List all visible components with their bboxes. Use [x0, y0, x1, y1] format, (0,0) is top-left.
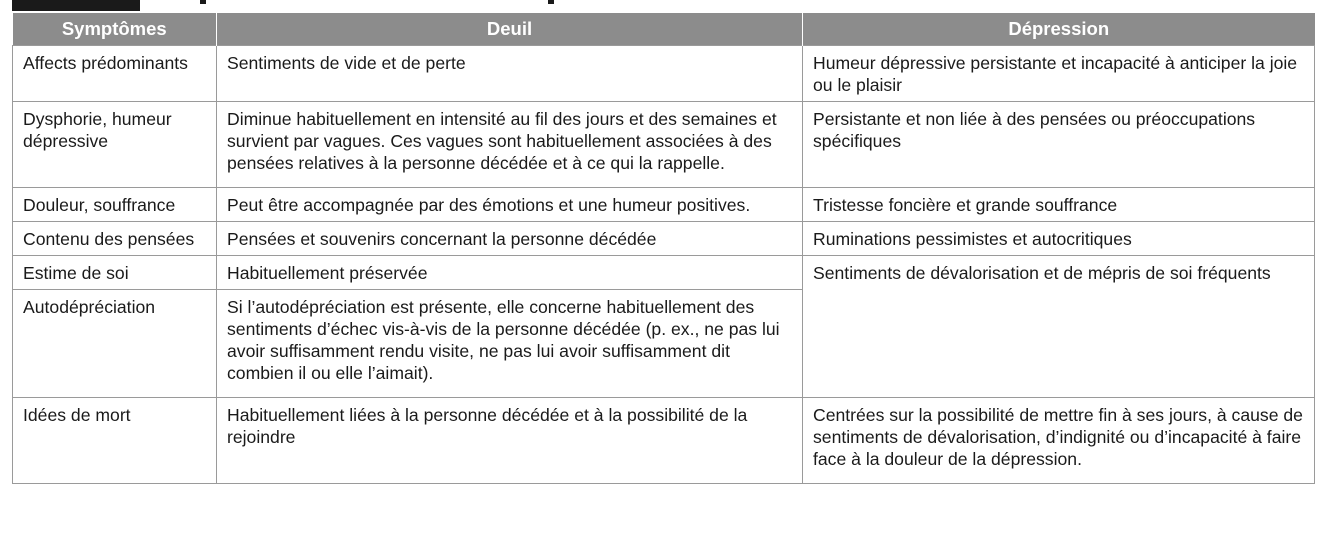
deuil-cell: Sentiments de vide et de perte — [217, 46, 803, 102]
deuil-cell: Si l’autodépréciation est présente, elle concerne habituellement des sentiments d’échec vis-à-vis de la personne décédée (p. ex., ne pas lui avoir suffisamment rendu visite, ne pas lui avoir suffisamment dit combien il ou elle l’aimait). — [217, 290, 803, 398]
cropped-title-fragment — [548, 0, 554, 4]
table-row — [13, 256, 1315, 290]
symptom-cell: Idées de mort — [13, 398, 217, 484]
table-row — [13, 222, 1315, 256]
deuil-cell: Pensées et souvenirs concernant la personne décédée — [217, 222, 803, 256]
symptom-cell: Autodépréciation — [13, 290, 217, 398]
depression-cell: Centrées sur la possibilité de mettre fin à ses jours, à cause de sentiments de dévalorisation, d’indignité ou d’incapacité à faire face à la douleur de la dépression. — [803, 398, 1315, 484]
symptom-cell: Affects prédominants — [13, 46, 217, 102]
table-row — [13, 102, 1315, 188]
symptom-cell: Douleur, souffrance — [13, 188, 217, 222]
header-symptomes: Symptômes — [13, 13, 217, 46]
depression-cell: Humeur dépressive persistante et incapacité à anticiper la joie ou le plaisir — [803, 46, 1315, 102]
symptom-cell: Dysphorie, humeur dépressive — [13, 102, 217, 188]
cropped-title-fragment — [200, 0, 206, 4]
deuil-cell: Habituellement préservée — [217, 256, 803, 290]
cropped-footnote-fragment — [12, 526, 72, 533]
symptom-cell: Contenu des pensées — [13, 222, 217, 256]
header-row — [13, 13, 1315, 46]
deuil-cell: Habituellement liées à la personne décédée et à la possibilité de la rejoindre — [217, 398, 803, 484]
deuil-cell: Peut être accompagnée par des émotions et une humeur positives. — [217, 188, 803, 222]
deuil-cell: Diminue habituellement en intensité au fil des jours et des semaines et survient par vagues. Ces vagues sont habituellement associées à des pensées relatives à la personne décédée et à ce qui la rappelle. — [217, 102, 803, 188]
table-row — [13, 398, 1315, 484]
table-label-bar — [12, 0, 140, 11]
table-row — [13, 188, 1315, 222]
depression-cell: Persistante et non liée à des pensées ou préoccupations spécifiques — [803, 102, 1315, 188]
symptom-cell: Estime de soi — [13, 256, 217, 290]
depression-cell: Tristesse foncière et grande souffrance — [803, 188, 1315, 222]
header-depression: Dépression — [803, 13, 1315, 46]
table-row — [13, 46, 1315, 102]
comparison-table — [12, 13, 1315, 484]
depression-cell: Ruminations pessimistes et autocritiques — [803, 222, 1315, 256]
header-deuil: Deuil — [217, 13, 803, 46]
depression-cell-merged: Sentiments de dévalorisation et de mépris de soi fréquents — [803, 256, 1315, 398]
